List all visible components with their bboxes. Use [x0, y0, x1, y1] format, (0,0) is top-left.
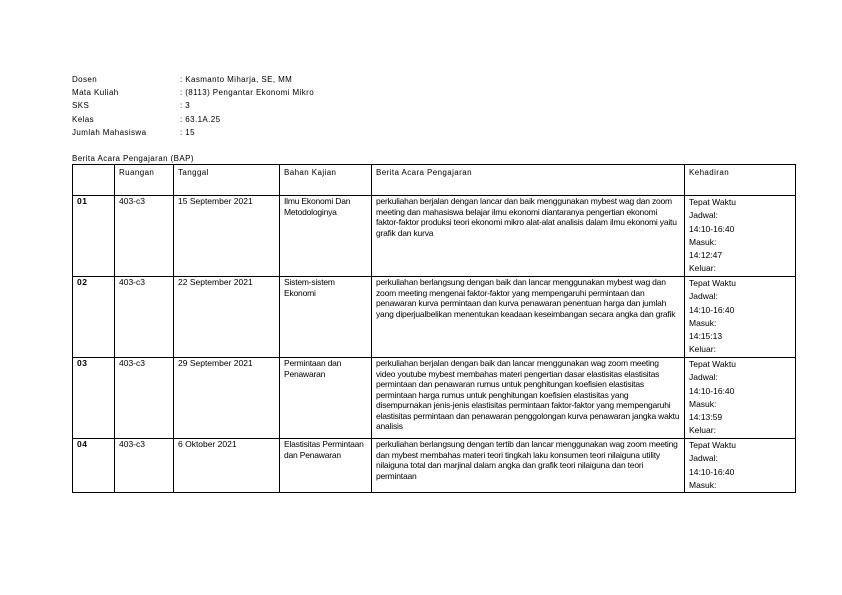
row-bahan-kajian: Ilmu Ekonomi Dan Metodologinya — [280, 196, 372, 277]
kehadiran-masuk-time: 14:13:59 — [689, 412, 723, 423]
row-berita-acara: perkuliahan berlangsung dengan baik dan lancar menggunakan mybest wag dan zoom meeting mengenai faktor-faktor yang mempengaruhi permintaan dan penawaran kurva permintaan dan kurva penawaran penentuan harga dan jumlah yang diperjualbelikan menentukan keadaan keseimbangan secara angka dan grafik — [372, 277, 685, 358]
kehadiran-jadwal-time: 14:10-16:40 — [689, 304, 735, 315]
row-ruangan: 403-c3 — [115, 196, 174, 277]
kehadiran-masuk-time: 14:12:47 — [689, 250, 723, 261]
header-ruangan: Ruangan — [115, 165, 174, 196]
row-tanggal: 15 September 2021 — [174, 196, 280, 277]
kehadiran-status: Tepat Waktu — [689, 278, 736, 288]
row-bahan-kajian: Permintaan dan Penawaran — [280, 358, 372, 439]
header-tanggal: Tanggal — [174, 165, 280, 196]
info-value: : 15 — [180, 127, 195, 137]
kehadiran-jadwal-label: Jadwal: — [689, 372, 718, 383]
info-label: SKS — [72, 101, 90, 111]
info-row-dosen — [72, 73, 314, 86]
row-kehadiran — [685, 358, 796, 439]
info-label: Mata Kuliah — [72, 88, 119, 98]
info-value: : Kasmanto Miharja, SE, MM — [180, 75, 293, 84]
row-number: 04 — [73, 439, 115, 493]
kehadiran-jadwal-time: 14:10-16:40 — [689, 385, 735, 396]
kehadiran-jadwal-time: 14:10-16:40 — [689, 223, 735, 234]
kehadiran-masuk-label: Masuk: — [689, 317, 717, 328]
info-label: Jumlah Mahasiswa — [72, 127, 147, 137]
bap-title: Berita Acara Pengajaran (BAP) — [72, 154, 194, 163]
row-number: 01 — [73, 196, 115, 277]
kehadiran-masuk-time: 14:15:13 — [689, 331, 723, 342]
kehadiran-keluar-label: Keluar: — [689, 263, 716, 274]
row-berita-acara: perkuliahan berjalan dengan lancar dan baik menggunakan mybest wag dan zoom meeting dan mahasiswa belajar ilmu ekonomi diantaranya pengertian ekonomi faktor-faktor produksi teori ekonomi mikro alat-alat analisis dalam ilmu ekonomi yaitu grafik dan kurva — [372, 196, 685, 277]
row-berita-acara: perkuliahan berjalan dengan baik dan lancar menggunakan wag zoom meeting video youtube mybest membahas materi pengertian dasar elastisitas elastisitas permintaan dan penawaran rumus untuk penghitungan koefisien elastisitas permintaan harga rumus untuk penghitungan koefisien elastisitas yang disempurnakan jenis-jenis elastisitas permintaan faktor-faktor yang mempengaruhi elastisitas permintaan dan penawaran penggolongan kurva penawaran jangka waktu analisis — [372, 358, 685, 439]
row-tanggal: 6 Oktober 2021 — [174, 439, 280, 493]
kehadiran-masuk-label: Masuk: — [689, 398, 717, 409]
kehadiran-status: Tepat Waktu — [689, 440, 736, 450]
kehadiran-status: Tepat Waktu — [689, 197, 736, 207]
row-ruangan: 403-c3 — [115, 358, 174, 439]
course-info — [72, 73, 314, 139]
info-value: : 63.1A.25 — [180, 114, 221, 124]
kehadiran-jadwal-label: Jadwal: — [689, 210, 718, 221]
row-kehadiran — [685, 277, 796, 358]
info-value: : 3 — [180, 101, 191, 111]
header-no — [73, 165, 115, 196]
row-tanggal: 22 September 2021 — [174, 277, 280, 358]
row-tanggal: 29 September 2021 — [174, 358, 280, 439]
row-ruangan: 403-c3 — [115, 277, 174, 358]
row-ruangan: 403-c3 — [115, 439, 174, 493]
row-number: 03 — [73, 358, 115, 439]
table-row — [73, 358, 796, 439]
table-row — [73, 439, 796, 493]
kehadiran-jadwal-label: Jadwal: — [689, 291, 718, 302]
header-kehadiran: Kehadiran — [685, 165, 796, 196]
info-label: Dosen — [72, 75, 98, 84]
kehadiran-masuk-label: Masuk: — [689, 479, 717, 490]
bap-table — [72, 164, 796, 493]
kehadiran-masuk-label: Masuk: — [689, 236, 717, 247]
kehadiran-keluar-label: Keluar: — [689, 344, 716, 355]
kehadiran-keluar-label: Keluar: — [689, 425, 716, 436]
kehadiran-status: Tepat Waktu — [689, 359, 736, 369]
kehadiran-jadwal-time: 14:10-16:40 — [689, 466, 735, 477]
info-row-mata-kuliah — [72, 86, 314, 99]
info-value: : (8113) Pengantar Ekonomi Mikro — [180, 88, 315, 98]
row-kehadiran — [685, 439, 796, 493]
table-row — [73, 196, 796, 277]
row-number: 02 — [73, 277, 115, 358]
info-row-kelas — [72, 113, 314, 126]
kehadiran-jadwal-label: Jadwal: — [689, 453, 718, 464]
info-label: Kelas — [72, 114, 95, 124]
table-row — [73, 277, 796, 358]
row-kehadiran — [685, 196, 796, 277]
table-header-row — [73, 165, 796, 196]
info-row-sks — [72, 99, 314, 112]
header-bahan-kajian: Bahan Kajian — [280, 165, 372, 196]
row-bahan-kajian: Sistem-sistem Ekonomi — [280, 277, 372, 358]
row-berita-acara: perkuliahan berlangsung dengan tertib dan lancar menggunakan wag zoom meeting dan mybest membahas materi teori tingkah laku konsumen teori nilaiguna utility nilaiguna total dan marjinal dalam angka dan grafik teori nilaiguna dan teori permintaan — [372, 439, 685, 493]
header-berita-acara: Berita Acara Pengajaran — [372, 165, 685, 196]
info-row-jumlah-mahasiswa — [72, 126, 314, 139]
row-bahan-kajian: Elastisitas Permintaan dan Penawaran — [280, 439, 372, 493]
